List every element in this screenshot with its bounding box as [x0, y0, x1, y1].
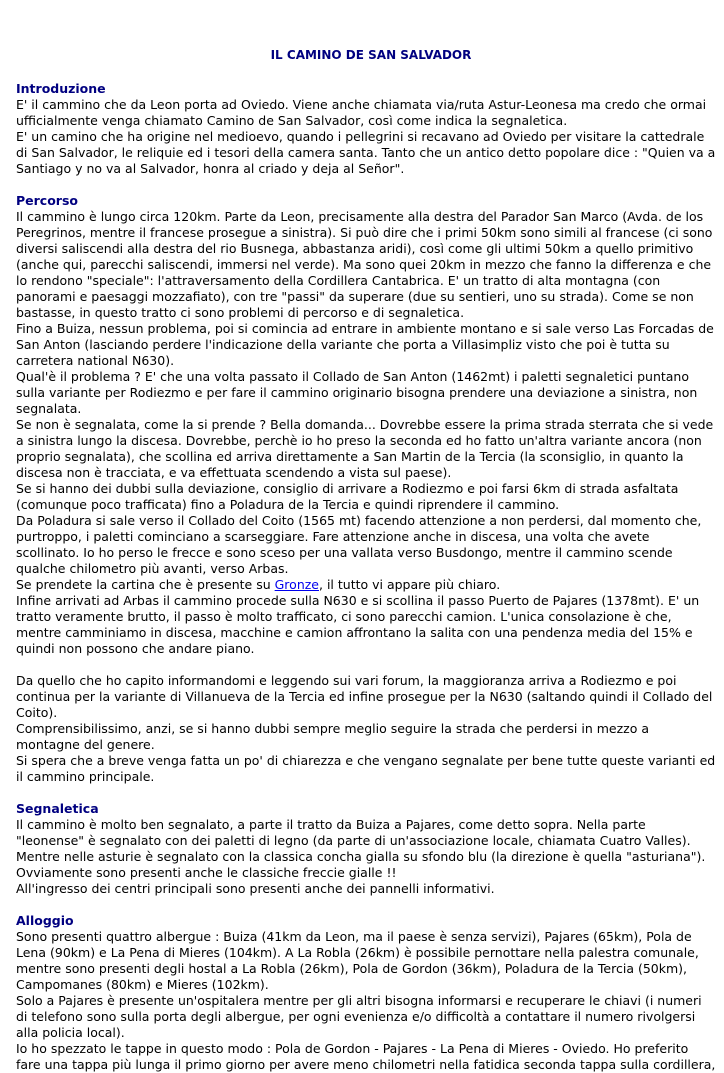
- paragraph: Da Poladura si sale verso il Collado del Coito (1565 mt) facendo attenzione a non perdersi, dal momento che, purtroppo, i paletti cominciano a scarseggiare. Fare attenzione anche in discesa, una volta che avete scollinato. Io ho perso le frecce e sono sceso per una vallata verso Busdongo, mentre il cammino scende qualche chilometro più avanti, verso Arbas.: [16, 513, 702, 576]
- section-segnaletica: [16, 801, 716, 897]
- gronze-link[interactable]: Gronze: [274, 577, 319, 592]
- section-heading-introduzione: Introduzione: [16, 81, 106, 96]
- paragraph-text: , il tutto vi appare più chiaro.: [319, 577, 501, 592]
- paragraph: Qual'è il problema ? E' che una volta passato il Collado de San Anton (1462mt) i paletti segnaletici puntano sulla variante per Rodiezmo e per fare il cammino originario bisogna prendere una deviazione a sinistra, non segnalata.: [16, 369, 698, 416]
- paragraph: Fino a Buiza, nessun problema, poi si comincia ad entrare in ambiente montano e si sale verso Las Forcadas de San Anton (lasciando perdere l'indicazione della variante che porta a Villasimpliz visto che poi è tutta su carretera national N630).: [16, 321, 714, 368]
- paragraph: Io ho spezzato le tappe in questo modo : Pola de Gordon - Pajares - La Pena di Mieres - Oviedo. Ho preferito fare una tappa più lunga il primo giorno per avere meno chilometri nella fatidica seconda tappa sulla cordillera,: [16, 1041, 716, 1072]
- paragraph: Si spera che a breve venga fatta un po' di chiarezza e che vengano segnalate per bene tutte queste varianti ed il cammino principale.: [16, 753, 716, 784]
- paragraph: Infine arrivati ad Arbas il cammino procede sulla N630 e si scollina il passo Puerto de Pajares (1378mt). E' un tratto veramente brutto, il passo è molto trafficato, ci sono parecchi camion. L'unica consolazione è che, mentre camminiamo in discesa, macchine e camion affrontano la salita con una pendenza media del 15% e quindi non possono che andare piano.: [16, 593, 700, 656]
- paragraph: Sono presenti quattro albergue : Buiza (41km da Leon, ma il paese è senza servizi), Pajares (65km), Pola de Lena (90km) e La Pena di Mieres (104km). A La Robla (26km) è possibile pernottare nella palestra comunale, mentre sono presenti degli hostal a La Robla (26km), Pola de Gordon (36km), Poladura de la Tercia (50km), Campomanes (80km) e Mieres (102km).: [16, 929, 699, 992]
- section-heading-percorso: Percorso: [16, 193, 78, 208]
- paragraph: All'ingresso dei centri principali sono presenti anche dei pannelli informativi.: [16, 881, 495, 896]
- paragraph: Solo a Pajares è presente un'ospitalera mentre per gli altri bisogna informarsi e recuperare le chiavi (i numeri di telefono sono sulla porta degli albergue, per ogni evenienza e/o difficoltà a contattare il numero rivolgersi alla policia local).: [16, 993, 702, 1040]
- paragraph: E' un camino che ha origine nel medioevo, quando i pellegrini si recavano ad Oviedo per visitare la cattedrale di San Salvador, le reliquie ed i tesori della camera santa. Tanto che un antico detto popolare dice : "Quien va a Santiago y no va al Salvador, honra al criado y deja al Señor".: [16, 129, 716, 176]
- paragraph: Il cammino è molto ben segnalato, a parte il tratto da Buiza a Pajares, come detto sopra. Nella parte "leonense" è segnalato con dei paletti di legno (da parte di un'associazione locale, chiamata Cuatro Valles).: [16, 817, 691, 848]
- paragraph-gap: [16, 657, 716, 673]
- paragraph: Comprensibilissimo, anzi, se si hanno dubbi sempre meglio seguire la strada che perdersi in mezzo a montagne del genere.: [16, 721, 650, 752]
- paragraph: Mentre nelle asturie è segnalato con la classica concha gialla su sfondo blu (la direzione è quella "asturiana"). Ovviamente sono presenti anche le classiche freccie gialle !!: [16, 849, 706, 880]
- paragraph: E' il cammino che da Leon porta ad Oviedo. Viene anche chiamata via/ruta Astur-Leonesa ma credo che ormai ufficialmente venga chiamato Camino de San Salvador, così come indica la segnaletica.: [16, 97, 707, 128]
- paragraph-text: Se prendete la cartina che è presente su: [16, 577, 275, 592]
- paragraph-with-link: [16, 577, 716, 593]
- document-title: IL CAMINO DE SAN SALVADOR: [270, 48, 472, 62]
- paragraph: Se non è segnalata, come la si prende ? Bella domanda... Dovrebbe essere la prima strada sterrata che si vede a sinistra lungo la discesa. Dovrebbe, perchè io ho preso la seconda ed ho fatto un'altra variante ancora (non proprio segnalata), che scollina ed arriva direttamente a San Martin de la Tercia (la sconsiglio, in quanto la discesa non è tracciata, e va effettuata scendendo a vista sul paese).: [16, 417, 714, 480]
- paragraph: Da quello che ho capito informandomi e leggendo sui vari forum, la maggioranza arriva a Rodiezmo e poi continua per la variante di Villanueva de la Tercia ed infine prosegue per la N630 (saltando quindi il Collado del Coito).: [16, 673, 713, 720]
- section-alloggio: [16, 913, 716, 1073]
- section-introduzione: [16, 81, 716, 177]
- paragraph: Il cammino è lungo circa 120km. Parte da Leon, precisamente alla destra del Parador San Marco (Avda. de los Peregrinos, mentre il francese prosegue a sinistra). Si può dire che i primi 50km sono simili al francese (ci sono diversi saliscendi alla destra del rio Busnega, abbastanza aridi), così come gli ultimi 50km a quello primitivo (anche qui, parecchi saliscendi, immersi nel verde). Ma sono quei 20km in mezzo che fanno la differenza e che lo rendono "speciale": l'attraversamento della Cordillera Cantabrica. E' un tratto di alta montagna (con panorami e paesaggi mozzafiato), con tre "passi" da superare (due su sentieri, uno su strada). Come se non bastasse, in questo tratto ci sono problemi di percorso e di segnaletica.: [16, 209, 713, 320]
- section-heading-segnaletica: Segnaletica: [16, 801, 99, 816]
- section-heading-alloggio: Alloggio: [16, 913, 74, 928]
- paragraph: Se si hanno dei dubbi sulla deviazione, consiglio di arrivare a Rodiezmo e poi farsi 6km di strada asfaltata (comunque poco trafficata) fino a Poladura de la Tercia e quindi riprendere il cammino.: [16, 481, 679, 512]
- section-percorso: [16, 193, 716, 785]
